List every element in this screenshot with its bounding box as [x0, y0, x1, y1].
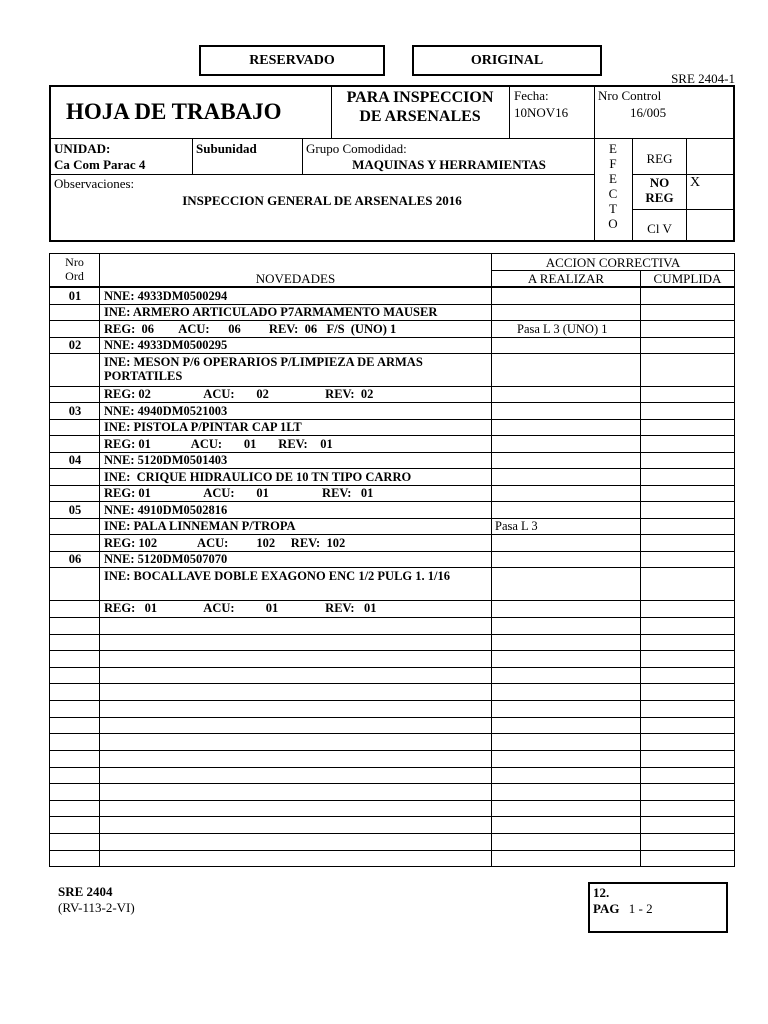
row-novedad: NNE: 4933DM0500294 — [104, 289, 228, 303]
page-value: 1 - 2 — [628, 901, 653, 916]
footer-page — [593, 901, 653, 916]
row-novedad: INE: PISTOLA P/PINTAR CAP 1LT — [104, 420, 302, 434]
no-reg-line-2: REG — [645, 190, 674, 205]
efecto-vertical-label — [596, 141, 630, 231]
row-nro: 05 — [68, 503, 82, 517]
subtitle-line-1: PARA INSPECCION — [346, 89, 494, 106]
efecto-letter: E — [609, 171, 617, 186]
row-novedad: INE: BOCALLAVE DOBLE EXAGONO ENC 1/2 PULG 1. 1/16 — [104, 569, 450, 583]
reg-label: REG — [646, 151, 673, 166]
unidad-label: UNIDAD: — [54, 141, 111, 156]
footer-form-ref: (RV-113-2-VI) — [58, 900, 135, 915]
row-accion: Pasa L 3 (UNO) 1 — [517, 322, 608, 336]
footer-number: 12. — [593, 885, 610, 900]
row-novedad: NNE: 4940DM0521003 — [104, 404, 228, 418]
subtitle — [333, 88, 507, 126]
footer-form-code: SRE 2404 — [58, 884, 113, 899]
row-novedad: INE: PALA LINNEMAN P/TROPA — [104, 519, 296, 533]
row-nro: 06 — [68, 552, 82, 566]
observaciones-label: Observaciones: — [54, 176, 135, 191]
no-reg-label — [633, 175, 686, 205]
control-value: 16/005 — [630, 105, 667, 120]
grupo-value: MAQUINAS Y HERRAMIENTAS — [352, 157, 546, 172]
col-accion-header: ACCION CORRECTIVA — [545, 255, 681, 270]
observaciones-value: INSPECCION GENERAL DE ARSENALES 2016 — [182, 193, 462, 208]
row-novedad: NNE: 5120DM0501403 — [104, 453, 228, 467]
col-nro-line-2: Ord — [65, 269, 84, 283]
row-novedad: INE: ARMERO ARTICULADO P7ARMAMENTO MAUSER — [104, 305, 438, 319]
efecto-letter: E — [609, 141, 617, 156]
col-novedades-header: NOVEDADES — [255, 271, 336, 286]
no-reg-line-1: NO — [649, 175, 670, 190]
row-accion: Pasa L 3 — [495, 519, 538, 533]
row-nro: 01 — [68, 289, 82, 303]
grupo-label: Grupo Comodidad: — [306, 141, 407, 156]
col-cumplida-header: CUMPLIDA — [653, 271, 722, 286]
fecha-label: Fecha: — [514, 88, 549, 103]
row-novedad: INE: CRIQUE HIDRAULICO DE 10 TN TIPO CARRO — [104, 470, 412, 484]
original-label-box — [412, 45, 602, 76]
original-label: ORIGINAL — [470, 53, 544, 68]
row-novedad: REG: 102 ACU: 102 REV: 102 — [104, 536, 346, 550]
row-novedad: NNE: 4910DM0502816 — [104, 503, 228, 517]
row-nro: 04 — [68, 453, 82, 467]
efecto-letter: C — [608, 186, 618, 201]
row-novedad: REG: 06 ACU: 06 REV: 06 F/S (UNO) 1 — [104, 322, 397, 336]
page-title: HOJA DE TRABAJO — [66, 99, 282, 124]
row-novedad: NNE: 4933DM0500295 — [104, 338, 228, 352]
no-reg-mark: X — [690, 175, 701, 190]
efecto-letter: O — [608, 216, 618, 231]
row-novedad: REG: 02 ACU: 02 REV: 02 — [104, 387, 374, 401]
clv-label: Cl V — [647, 221, 672, 236]
form-code-top: SRE 2404-1 — [671, 71, 735, 86]
row-novedad: REG: 01 ACU: 01 REV: 01 — [104, 486, 374, 500]
reservado-label-box — [199, 45, 385, 76]
col-nro-line-1: Nro — [65, 255, 84, 269]
efecto-letter: F — [609, 156, 617, 171]
control-label: Nro Control — [598, 88, 662, 103]
subunidad-label: Subunidad — [196, 141, 257, 156]
row-novedad: REG: 01 ACU: 01 REV: 01 — [104, 601, 377, 615]
page-label: PAG — [593, 901, 620, 916]
row-nro: 02 — [68, 338, 82, 352]
row-novedad: REG: 01 ACU: 01 REV: 01 — [104, 437, 333, 451]
row-novedad: INE: MESON P/6 OPERARIOS P/LIMPIEZA DE ARMAS PORTATILES — [104, 355, 423, 383]
subtitle-line-2: DE ARSENALES — [359, 108, 481, 125]
col-nro-header — [50, 255, 99, 283]
fecha-value: 10NOV16 — [514, 105, 569, 120]
col-realizar-header: A REALIZAR — [527, 271, 605, 286]
reservado-label: RESERVADO — [249, 53, 335, 68]
row-novedad: NNE: 5120DM0507070 — [104, 552, 228, 566]
unidad-value: Ca Com Parac 4 — [54, 157, 146, 172]
efecto-letter: T — [609, 201, 617, 216]
row-nro: 03 — [68, 404, 82, 418]
